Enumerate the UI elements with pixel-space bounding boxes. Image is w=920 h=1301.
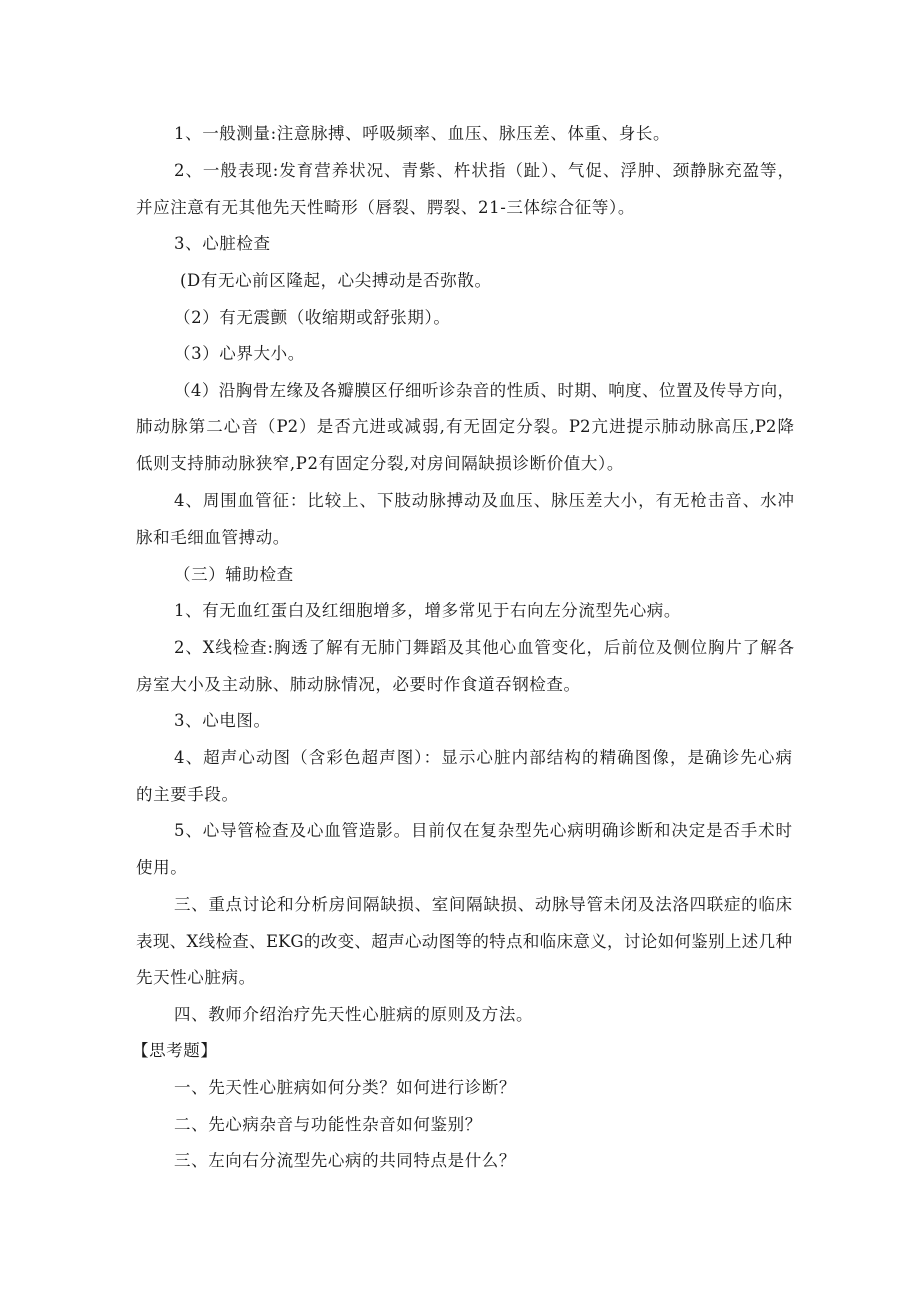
exam-general-measurement: 1、一般测量:注意脉搏、呼吸频率、血压、脉压差、体重、身长。: [174, 124, 671, 143]
question-item-3: 三、左向右分流型先心病的共同特点是什么？: [174, 1151, 516, 1170]
auxiliary-exam-item-2-line-2: 房室大小及主动脉、肺动脉情况，必要时作食道吞钢检查。: [136, 675, 581, 694]
question-item-2: 二、先心病杂音与功能性杂音如何鉴别？: [174, 1115, 482, 1134]
discussion-section-line-3: 先天性心脏病。: [136, 968, 256, 987]
auxiliary-exam-heading: （三）辅助检查: [174, 565, 294, 584]
heart-exam-heading: 3、心脏检查: [174, 234, 271, 253]
treatment-section: 四、教师介绍治疗先天性心脏病的原则及方法。: [174, 1005, 534, 1024]
exam-general-appearance-line-2: 并应注意有无其他先天性畸形（唇裂、腭裂、21-三体综合征等）。: [136, 198, 635, 217]
auxiliary-exam-item-4-line-1: 4、超声心动图（含彩色超声图）：显示心脏内部结构的精确图像，是确诊先心病: [174, 748, 792, 767]
auxiliary-exam-item-5-line-1: 5、心导管检查及心血管造影。目前仅在复杂型先心病明确诊断和决定是否手术时: [174, 821, 792, 840]
exam-general-appearance-line-1: 2、一般表现:发育营养状况、青紫、杵状指（趾）、气促、浮肿、颈静脉充盈等，: [174, 161, 794, 180]
heart-exam-item-3: （3）心界大小。: [174, 344, 305, 363]
auxiliary-exam-item-2-line-1: 2、X线检查:胸透了解有无肺门舞蹈及其他心血管变化，后前位及侧位胸片了解各: [174, 638, 794, 657]
heart-exam-item-2: （2）有无震颤（收缩期或舒张期）。: [174, 308, 451, 327]
peripheral-vascular-sign-line-1: 4、周围血管征：比较上、下肢动脉搏动及血压、脉压差大小，有无枪击音、水冲: [174, 491, 794, 510]
heart-exam-item-4-line-1: （4）沿胸骨左缘及各瓣膜区仔细听诊杂音的性质、时期、响度、位置及传导方向，: [174, 381, 794, 400]
discussion-section-line-2: 表现、X线检查、EKG的改变、超声心动图等的特点和临床意义，讨论如何鉴别上述几种: [136, 932, 792, 951]
auxiliary-exam-item-5-line-2: 使用。: [136, 858, 188, 877]
question-item-1: 一、先天性心脏病如何分类？如何进行诊断？: [174, 1078, 516, 1097]
auxiliary-exam-item-3: 3、心电图。: [174, 711, 271, 730]
heart-exam-item-4-line-3: 低则支持肺动脉狭窄,P2有固定分裂,对房间隔缺损诊断价值大）。: [136, 454, 624, 473]
heart-exam-item-4-line-2: 肺动脉第二心音（P2）是否亢进或减弱,有无固定分裂。P2亢进提示肺动脉高压,P2降: [136, 417, 794, 436]
auxiliary-exam-item-1: 1、有无血红蛋白及红细胞增多，增多常见于右向左分流型先心病。: [174, 601, 681, 620]
auxiliary-exam-item-4-line-2: 的主要手段。: [136, 785, 239, 804]
questions-heading: 【思考题】: [132, 1041, 218, 1060]
heart-exam-item-1: (D有无心前区隆起，心尖搏动是否弥散。: [180, 271, 492, 290]
discussion-section-line-1: 三、重点讨论和分析房间隔缺损、室间隔缺损、动脉导管未闭及法洛四联症的临床: [174, 895, 792, 914]
peripheral-vascular-sign-line-2: 脉和毛细血管搏动。: [136, 528, 290, 547]
